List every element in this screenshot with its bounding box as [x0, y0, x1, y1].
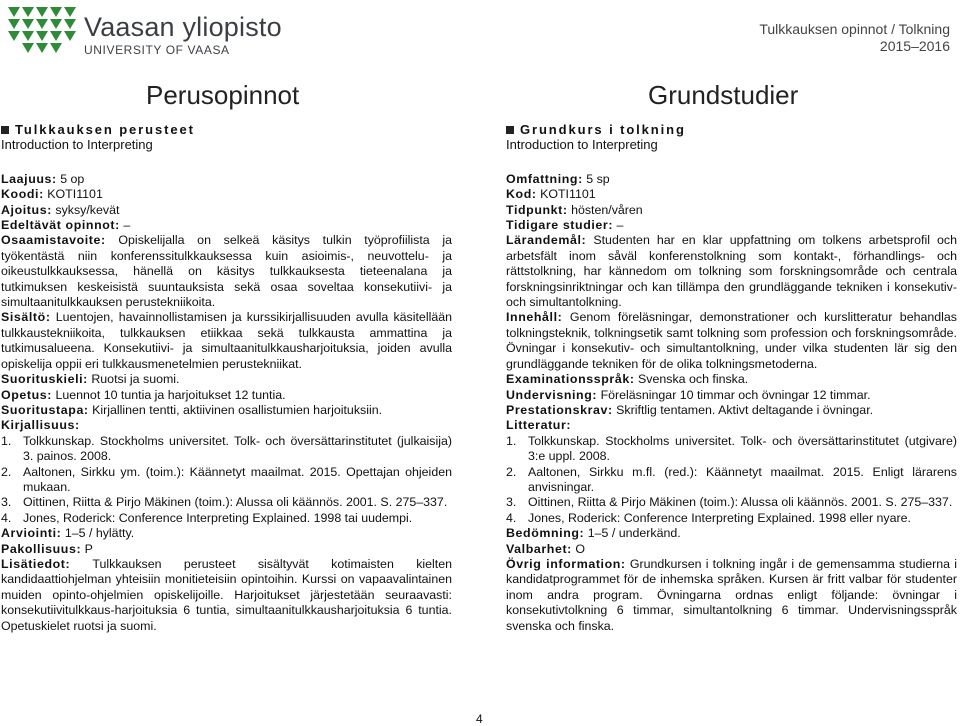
course-title: [506, 122, 957, 137]
undervisning-row: Undervisning: Föreläsningar 10 timmar och övningar 12 timmar.: [506, 387, 871, 402]
tidigare-row: Tidigare studier: –: [506, 218, 624, 233]
list-item: 4. Jones, Roderick: Conference Interpreting Explained. 1998 eller nyare.: [506, 510, 911, 525]
arviointi-row: Arviointi: 1–5 / hylätty.: [1, 526, 135, 541]
opetus-row: Opetus: Luennot 10 tuntia ja harjoitukset 12 tuntia.: [1, 387, 286, 402]
edeltavat-row: Edeltävät opinnot: –: [1, 218, 131, 233]
course-title: [1, 122, 452, 137]
academic-years: 2015–2016: [879, 38, 950, 54]
litteratur-label: Litteratur:: [506, 418, 572, 433]
page-number: 4: [476, 712, 483, 726]
suorituskieli-row: Suorituskieli: Ruotsi ja suomi.: [1, 372, 180, 387]
course-title-text: Grundkurs i tolkning: [520, 122, 686, 137]
list-item: 2. Aaltonen, Sirkku ym. (toim.): Käännetyt maailmat. 2015. Opettajan ohjeiden mukaan.: [1, 464, 452, 494]
list-item: 1. Tolkkunskap. Stockholms universitet. Tolk- och översättarinstitutet (julkaisija) 3. painos. 2008.: [1, 433, 452, 464]
document-title: Tulkkauksen opinnot / Tolkning: [759, 21, 950, 37]
examinationssprak-row: Examinationsspråk: Svenska och finska.: [506, 372, 749, 387]
list-item: 1. Tolkkunskap. Stockholms universitet. Tolk- och översättarinstitutet (utgivare) 3:e uppl. 2008.: [506, 433, 957, 464]
right-heading: Grundstudier: [648, 80, 799, 110]
right-literature-list: [506, 434, 957, 526]
ajoitus-row: Ajoitus: syksy/kevät: [1, 202, 120, 217]
list-item: 4. Jones, Roderick: Conference Interpreting Explained. 1998 tai uudempi.: [1, 510, 413, 525]
bedomning-row: Bedömning: 1–5 / underkänd.: [506, 526, 681, 541]
innehall-row: Innehåll: Genom föreläsningar, demonstrationer och kurslitteratur behandlas tolkningsteknik, tolkningsetik samt tolkning som profession och forskningsområde. Övningar i konsekutiv- och simultantolkning, under vilka studenten lär sig den grundläggande tekniken för de olika tolkningsmetoderna.: [506, 310, 957, 371]
left-heading: Perusopinnot: [146, 80, 300, 110]
list-item: 3. Oittinen, Riitta & Pirjo Mäkinen (toim.): Alussa oli käännös. 2001. S. 275–337.: [506, 495, 953, 510]
logo-subtitle: UNIVERSITY OF VAASA: [84, 43, 230, 57]
tidpunkt-row: Tidpunkt: hösten/våren: [506, 202, 643, 217]
larandemal-row: Lärandemål: Studenten har en klar uppfattning om tolkens arbetsprofil och arbetsfält inom såväl konferenstolkning som kontakt-, förhandlings- och rättstolkning, har kännedom om tolkning som forskningsområde och centrala forskningsinriktningar och kan tillämpa den grundläggande tekniken i konsekutiv- och simultantolkning.: [506, 233, 957, 310]
prestationskrav-row: Prestationskrav: Skriftlig tentamen. Aktivt deltagande i övningar.: [506, 402, 874, 417]
sisalto-row: Sisältö: Luentojen, havainnollistamisen ja kurssikirjallisuuden avulla käsitellään tulkkaustekniikoita, tulkkauksen etiikkaa sekä tulkkausta ammattina ja tutkimusalueena. Konsekutiivi- ja simultaanitulkkausharjoituksia, joiden avulla opiskelija oppii eri tulkkausmenetelmien perustekniikat.: [1, 310, 452, 371]
lisatiedot-row: Lisätiedot: Tulkkauksen perusteet sisältyvät kotimaisten kielten kandidaattiohjelman yhteisiin monitieteisiin opintoihin. Kurssi on vapaavalintainen muiden opinto-ohjelmien opiskelijoille. Harjoitukset järjestetään seuraavasti: konsekutiivitulkkaus-harjoituksia 6 tuntia, simultaanitulkkausharjoituksia 6 tuntia. Opetuskielet ruotsi ja suomi.: [1, 556, 453, 633]
ovrig-information-row: Övrig information: Grundkursen i tolkning ingår i de gemensamma studierna i kandidatprogrammet för de inhemska språken. Kursen är fritt valbar för studenter inom andra program. Övningarna ordnas enligt följande: övningar i konsekutivtolkning 6 timmar, simultantolkning 6 timmar. Undervisningsspråk svenska och finska.: [506, 556, 957, 633]
list-item: 3. Oittinen, Riitta & Pirjo Mäkinen (toim.): Alussa oli käännös. 2001. S. 275–337.: [1, 495, 448, 510]
suoritustapa-row: Suoritustapa: Kirjallinen tentti, aktiivinen osallistumien harjoituksiin.: [1, 402, 383, 417]
finnish-course-column: [1, 122, 452, 634]
logo-mark-icon: [8, 7, 76, 57]
swedish-course-column: [506, 122, 957, 634]
list-item: 2. Aaltonen, Sirkku m.fl. (red.): Käännetyt maailmat. 2015. Enligt lärarens anvisningar.: [506, 464, 957, 494]
square-bullet-icon: [506, 126, 514, 134]
valbarhet-row: Valbarhet: O: [506, 541, 586, 556]
kirjallisuus-label: Kirjallisuus:: [1, 418, 80, 433]
university-logo: [0, 0, 470, 60]
omfattning-row: Omfattning: 5 sp: [506, 171, 610, 186]
square-bullet-icon: [1, 126, 9, 134]
kod-row: Kod: KOTI1101: [506, 187, 596, 202]
course-subtitle: Introduction to Interpreting: [1, 137, 153, 153]
pakollisuus-row: Pakollisuus: P: [1, 541, 93, 556]
osaamistavoite-row: Osaamistavoite: Opiskelijalla on selkeä käsitys tulkin työprofiilista ja työkentästä niin konferenssitulkkauksessa kuin asioimis-, neuvottelu- ja oikeustulkkauksessa, hänellä on käsitys tulkkauksesta tieteenalana ja tutkimuksen keskeisistä suuntauksista sekä osaa soveltaa konsekutiivi- ja simultaanitulkkauksen perustekniikoita.: [1, 233, 452, 310]
document-header: [759, 21, 950, 55]
course-subtitle: Introduction to Interpreting: [506, 137, 658, 153]
koodi-row: Koodi: KOTI1101: [1, 187, 103, 202]
left-literature-list: [1, 434, 452, 526]
course-title-text: Tulkkauksen perusteet: [15, 122, 195, 137]
logo-name: Vaasan yliopisto: [84, 12, 282, 42]
laajuus-row: Laajuus: 5 op: [1, 171, 85, 186]
